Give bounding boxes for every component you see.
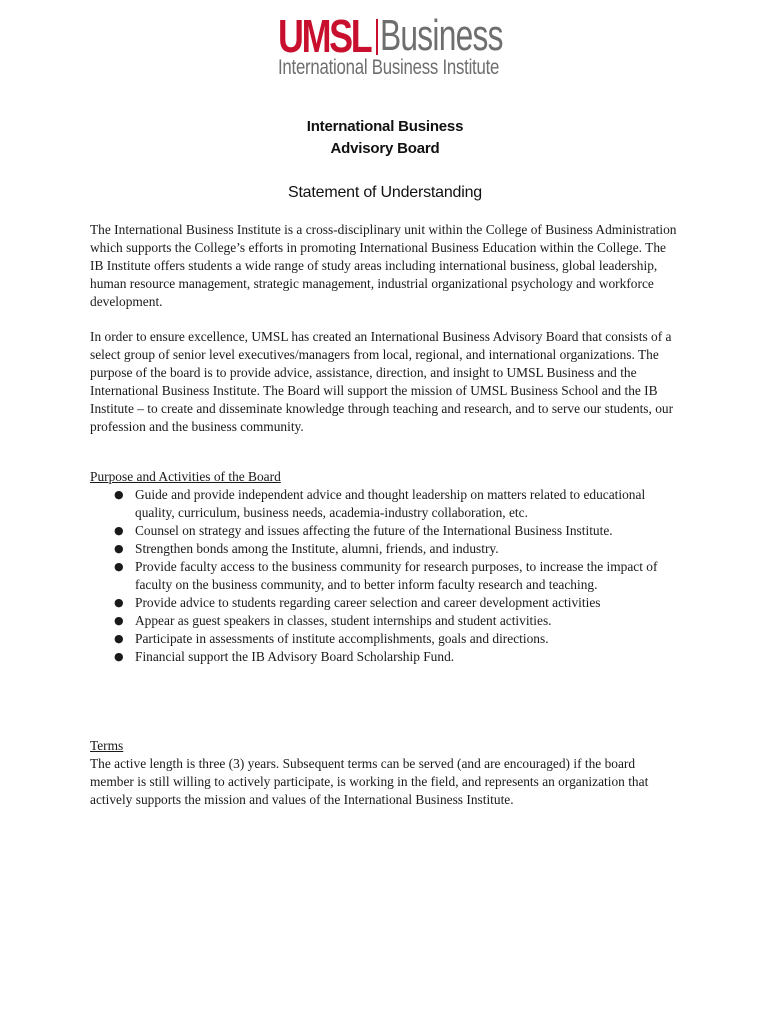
list-item: ● Strengthen bonds among the Institute, alumni, friends, and industry. xyxy=(114,541,499,556)
terms-section xyxy=(90,737,680,809)
logo-business-text: Business xyxy=(380,11,503,60)
intro-paragraph-2: In order to ensure excellence, UMSL has created an International Business Advisory Board that consists of a select group of senior level executives/managers from local, regional, and international organizations. The purpose of the board is to provide advice, assistance, direction, and insight to UMSL Business and the International Business Institute. The Board will support the mission of UMSL Business School and the IB Institute – to create and disseminate knowledge through teaching and research, and to serve our students, our profession and the business community. xyxy=(90,329,674,434)
document-subtitle: Statement of Understanding xyxy=(287,184,483,201)
mission-section xyxy=(90,328,680,436)
list-item: ● Participate in assessments of institute accomplishments, goals and directions. xyxy=(114,631,549,646)
list-item: ● Provide faculty access to the business community for research purposes, to increase the impact of faculty on the business community, and to better inform faculty research and teaching. xyxy=(114,559,658,592)
bullet-icon: ● xyxy=(114,596,124,609)
umsl-business-logo xyxy=(278,10,503,80)
document-subtitle-block xyxy=(0,182,770,204)
bullet-icon: ● xyxy=(114,632,124,645)
intro-section xyxy=(90,221,680,311)
list-item: ● Appear as guest speakers in classes, student internships and student activities. xyxy=(114,613,552,628)
purpose-section xyxy=(90,468,680,666)
bullet-icon: ● xyxy=(114,524,124,537)
logo-umsl-text: UMSL xyxy=(278,10,371,62)
title-line-2: Advisory Board xyxy=(330,140,440,157)
purpose-heading: Purpose and Activities of the Board xyxy=(90,469,281,484)
list-item: ● Provide advice to students regarding career selection and career development activities xyxy=(114,595,601,610)
logo-wordmark xyxy=(278,10,551,62)
list-item: ● Guide and provide independent advice and thought leadership on matters related to educational quality, curriculum, business needs, academia-industry collaboration, etc. xyxy=(114,487,646,520)
intro-paragraph-1: The International Business Institute is a cross-disciplinary unit within the College of Business Administration which supports the College’s efforts in promoting International Business Education within the College. The IB Institute offers students a wide range of study areas including international business, global leadership, human resource management, strategic management, industrial organizational psychology and workforce development. xyxy=(90,222,677,309)
bullet-icon: ● xyxy=(114,614,124,627)
list-item: ● Counsel on strategy and issues affecting the future of the International Business Institute. xyxy=(114,523,613,538)
terms-text: The active length is three (3) years. Subsequent terms can be served (and are encouraged) if the board member is still willing to actively participate, is working in the field, and represents an organization that actively supports the mission and values of the International Business Institute. xyxy=(90,756,649,807)
logo-divider xyxy=(376,19,378,55)
bullet-icon: ● xyxy=(114,560,124,573)
list-item: ● Financial support the IB Advisory Board Scholarship Fund. xyxy=(114,649,455,664)
document-title xyxy=(0,116,770,160)
bullet-icon: ● xyxy=(114,650,124,663)
bullet-icon: ● xyxy=(114,542,124,555)
title-line-1: International Business xyxy=(306,118,464,135)
terms-heading: Terms xyxy=(90,738,124,753)
logo-subtitle: International Business Institute xyxy=(278,56,500,79)
bullet-icon: ● xyxy=(114,488,124,501)
purpose-list xyxy=(90,486,680,666)
